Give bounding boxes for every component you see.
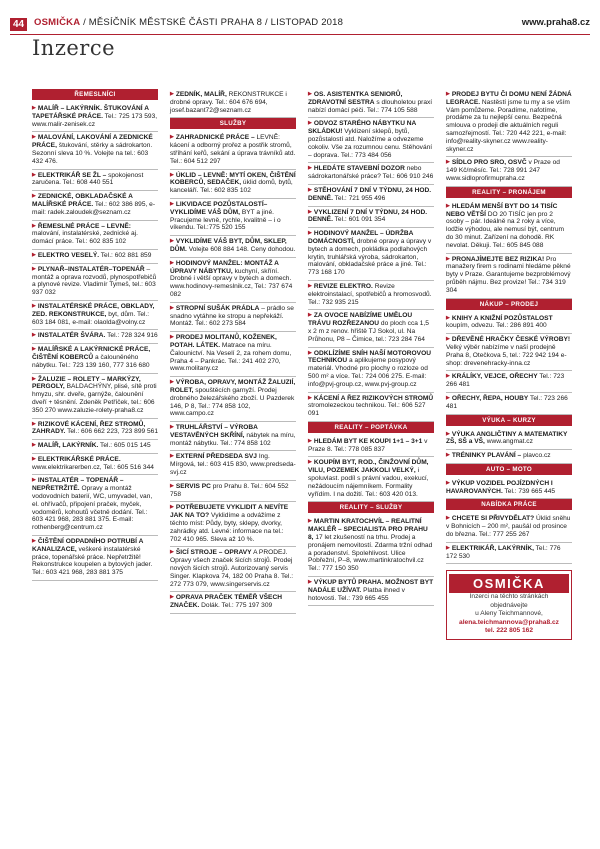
contact-phone: tel. 222 805 162 bbox=[484, 627, 534, 635]
classified-ad bbox=[170, 332, 296, 377]
ad-headline: ▶ PRONAJÍMEJTE BEZ RIZIKA! bbox=[446, 256, 544, 263]
ad-body: plavco.cz bbox=[523, 452, 551, 460]
ad-body: Vyklizení sklepů, bytů, pozůstalostí atd. Naložíme a odvezeme cokoliv. Vše za rozumnou cenu. Stěhování – doprava. Tel.: 773 484 056 bbox=[308, 128, 433, 159]
classified-ad bbox=[308, 163, 434, 185]
ad-headline: ▶ MALÍŘSKÉ A LAKÝRNICKÉ PRÁCE, ČIŠTĚNÍ KOBERCŮ bbox=[32, 346, 150, 361]
ad-body: Opravy a montáž vodovodních baterií, WC, umyvadel, van, el. ohřívačů, připojení praček, myček, vodoměrů, kohoutů včetně dodání. Tel.: 603 421 968, 283 881 375. E-mail: rothenberg@centrum.cz bbox=[32, 485, 153, 532]
ad-headline: ▶ ODVOZ STARÉHO NÁBYTKU NA SKLÁDKU! bbox=[308, 120, 416, 135]
classified-ad bbox=[446, 429, 572, 451]
ad-body: drobné opravy a úpravy v bytech a domech, pokládka podlahových krytin, truhlářská výroba, sádrokarton, malování, obkladačské práce a jiné. Tel.: 773 168 170 bbox=[308, 237, 432, 277]
ad-headline: ▶ INSTALATÉRSKÉ PRÁCE, OBKLADY, ZED. REKONSTRUKCE, bbox=[32, 303, 154, 318]
ad-body: Dolák. Tel.: 775 197 309 bbox=[201, 602, 273, 610]
classified-ad bbox=[32, 191, 158, 220]
classified-ad bbox=[308, 281, 434, 310]
ad-body: a aplikujeme posypový materiál. Vhodné pro plochy o rozloze od 500 m² a více. Tel.: 724 006 275. E-mail: info@pvj-group.cz, www.pvj-group.cz bbox=[308, 357, 428, 388]
ad-body: A PRODEJ. Opravy všech značek šicích strojů. Prodej nových šicích strojů. Autorizovaný servis Singer. Klapkova 74, 182 00 Praha 8. Tel.: 272 773 079, www.singerservis.cz bbox=[170, 549, 294, 588]
classified-ad bbox=[446, 513, 572, 542]
ad-headline: ▶ SÍDLO PRO SRO, OSVČ bbox=[446, 159, 527, 166]
classified-ad bbox=[32, 374, 158, 419]
ad-body: pro Prahu 8. Tel.: 604 552 758 bbox=[170, 482, 289, 498]
ad-headline: ▶ ZEDNÍK, MALÍŘ, bbox=[170, 91, 227, 98]
ad-body: Tel.: 739 665 445 bbox=[504, 487, 556, 495]
classified-ad bbox=[446, 543, 572, 565]
page-number: 44 bbox=[10, 18, 27, 31]
ad-headline: ▶ HODINOVÝ MANŽEL: MONTÁŽ A ÚPRAVY NÁBYTKU, bbox=[170, 260, 279, 275]
classified-ad bbox=[170, 258, 296, 303]
ad-headline: ▶ OŘECHY, ŘEPA, HOUBY bbox=[446, 395, 528, 402]
ad-body: stromolezeckou technikou. Tel.: 606 527 091 bbox=[308, 402, 426, 418]
ad-body: štukování, stěrky a sádrokarton. Sezonní sleva 10 %. Volejte na tel.: 603 432 476. bbox=[32, 142, 153, 165]
ad-body: Tel.: 602 386 895, e-mail: radek.zaloudek@seznam.cz bbox=[32, 200, 156, 216]
ad-body: Tel.: 606 662 223, 723 899 561 bbox=[67, 428, 158, 436]
ad-headline: ▶ INSTALATÉR – TOPENÁŘ – NEPŘETRŽITĚ. bbox=[32, 477, 124, 492]
classified-ad bbox=[170, 481, 296, 503]
ad-headline: ▶ INSTALATÉR ŠVÁRA. bbox=[32, 332, 105, 339]
classified-ad bbox=[308, 348, 434, 393]
classified-ad bbox=[308, 185, 434, 207]
ad-headline: ▶ POTŘEBUJETE VYKLIDIT A NEVÍTE JAK NA TO? bbox=[170, 504, 288, 519]
ad-headline: ▶ KÁCENÍ A ŘEZ RIZIKOVÝCH STROMŮ bbox=[308, 395, 433, 402]
ad-body: spouštěcích garnyží. Prodej drobného železářského zboží. U Pazderek 146, P 8, Tel.: 774 858 102, www.campo.cz bbox=[170, 386, 295, 418]
ad-body: s dlouholetou praxí nabízí domácí péči. Tel.: 774 105 588 bbox=[308, 98, 433, 114]
ad-body: BYT a jiné. Pracujeme levně, rychle, kvalitně – i o víkendu. Tel.:775 520 155 bbox=[170, 208, 281, 232]
ad-headline: ▶ HODINOVÝ MANŽEL – ÚDRŽBA DOMÁCNOSTÍ, bbox=[308, 230, 413, 245]
ad-headline: ▶ HLEDÁM BYT KE KOUPI 1+1 – 3+1 bbox=[308, 438, 422, 445]
classified-ad bbox=[308, 577, 434, 606]
ad-body: Tel.: 725 173 593, www.malir-zenisek.cz bbox=[32, 112, 158, 128]
page-title: Inzerce bbox=[32, 36, 116, 60]
ad-headline: ▶ VÝUKA ANGLIČTINY A MATEMATIKY ZŠ, SŠ a VŠ, bbox=[446, 431, 567, 446]
ad-body: Tel.: 728 324 916 bbox=[107, 332, 158, 340]
classified-ad bbox=[446, 371, 572, 393]
classified-ad bbox=[170, 422, 296, 451]
ad-body: DO 20 TISÍC jen pro 2 osoby – pár. Ideálně na 2 roky a více, lodžie výhodou, ale nemusí být, centrum do 30 minut. Zařízení na dohodě. RK nevolat. Děkuji. Tel.: 605 845 088 bbox=[446, 210, 565, 249]
contact-box-logo: OSMIČKA bbox=[449, 574, 569, 593]
ad-headline: ▶ PRODEJ MOLITANŮ, KOŽENEK, POTAH. LÁTEK. bbox=[170, 334, 277, 349]
ad-body: Tel.: 776 172 530 bbox=[446, 544, 561, 560]
category-header: REALITY – PRONÁJEM bbox=[446, 187, 572, 198]
category-header: AUTO – MOTO bbox=[446, 464, 572, 475]
header-subtitle: / MĚSÍČNÍK MĚSTSKÉ ČÁSTI PRAHA 8 / LISTOPAD 2018 bbox=[80, 17, 344, 28]
ad-body: – prádlo se snadno vytáhne ke stropu a nepřekáží. Montáž. Tel.: 602 273 584 bbox=[170, 304, 294, 328]
classified-ad bbox=[170, 303, 296, 332]
classified-ad bbox=[308, 89, 434, 118]
classified-ad bbox=[308, 457, 434, 502]
ad-body: Úklid sněhu v Bohnicích – 200 m², paušál od prosince do března. Tel.: 777 255 267 bbox=[446, 515, 571, 539]
classified-ad bbox=[32, 454, 158, 476]
ad-body: Tel.: 605 015 145 bbox=[100, 442, 151, 450]
classified-ad bbox=[446, 313, 572, 335]
ad-headline: ▶ OPRAVA PRAČEK TÉMĚŘ VŠECH ZNAČEK. bbox=[170, 594, 282, 609]
ad-body: i spoluvlast. podíl s právní vadou, exekucí, nežádoucím nájemníkem. Formality vyřídím. I na dožití. Tel.: 603 420 013. bbox=[308, 467, 429, 498]
classified-ad bbox=[308, 118, 434, 163]
ad-headline: ▶ VYKLIDÍME VÁŠ BYT, DŮM, SKLEP, DŮM. bbox=[170, 238, 287, 253]
ad-headline: ▶ PRODEJ BYTU ČI DOMU NENÍ ŽÁDNÁ LEGRACE. bbox=[446, 91, 572, 106]
ad-headline: ▶ STĚHOVÁNÍ 7 DNÍ V TÝDNU, 24 HOD. DENNĚ. bbox=[308, 187, 431, 202]
column-1 bbox=[32, 89, 158, 581]
ad-body: v Praze od 149 Kč/měsíc. Tel.: 728 991 247 www.sidloprofirmupraha.cz bbox=[446, 159, 560, 182]
header-url[interactable]: www.praha8.cz bbox=[521, 17, 590, 28]
ad-body: Platba ihned v hotovosti. Tel.: 739 665 455 bbox=[308, 586, 405, 602]
classified-ad bbox=[32, 170, 158, 192]
classified-ad bbox=[32, 440, 158, 454]
ad-body: Pro manažery firem s rodinami hledáme pěkné byty v Praze. Garantujeme bezproblémový průběh nájmu. Bez provize! Tel.: 734 319 304 bbox=[446, 255, 571, 294]
page-header bbox=[10, 12, 590, 35]
ad-headline: ▶ TRUHLÁŘSTVÍ – VÝROBA VESTAVĚNÝCH SKŘÍNÍ, bbox=[170, 424, 258, 439]
contact-line: Inzerci na těchto stránkách bbox=[469, 593, 549, 601]
ad-body: koupím, odvezu. Tel.: 286 891 400 bbox=[446, 322, 547, 330]
classified-ad bbox=[446, 478, 572, 500]
classified-ad bbox=[170, 236, 296, 258]
classified-ad bbox=[308, 207, 434, 229]
ad-headline: ▶ VYKLIZENÍ 7 DNÍ V TÝDNU, 24 HOD. DENNĚ. bbox=[308, 209, 427, 224]
category-header: VÝUKA – KURZY bbox=[446, 415, 572, 426]
ad-headline: ▶ REVIZE ELEKTRO. bbox=[308, 283, 373, 290]
classified-ad bbox=[32, 250, 158, 264]
classified-ad bbox=[170, 89, 296, 118]
classified-ad bbox=[308, 228, 434, 281]
ad-headline: ▶ TRÉNINKY PLAVÁNÍ – bbox=[446, 452, 521, 459]
ad-body: Matrace na míru. Čalounictví. Na Veselí 2, za rohem domu, Praha 4 – Pankrác. Tel.: 241 402 270, www.molitany.cz bbox=[170, 341, 292, 373]
ad-body: Tel.: 723 266 481 bbox=[446, 394, 568, 410]
classified-ad bbox=[32, 301, 158, 330]
ad-body: Tel.: 723 266 481 bbox=[446, 373, 565, 389]
ad-body: Tel.: 721 955 496 bbox=[334, 194, 386, 202]
ad-body: Nastěstí jsme tu my a se vším Vám pomůžeme. Poradíme, nafotíme, prodáme za tu nejlepší cenu. Bezpečná smlouva o prodeji dle aktuálních reguli samozřejmostí. Tel.: 720 442 221, e-mail: info@reality-skyner.cz www.reality-skyner.cz bbox=[446, 98, 570, 153]
ad-body: www.angmat.cz bbox=[486, 438, 533, 446]
classified-ad bbox=[446, 254, 572, 299]
ad-headline: ▶ ELEKTRO VESELÝ. bbox=[32, 252, 99, 259]
classified-ad bbox=[32, 264, 158, 301]
classifieds-columns bbox=[32, 89, 572, 839]
category-header: ŘEMESLNÍCI bbox=[32, 89, 158, 100]
ad-body: LEVNĚ: kácení a odborný prořez a postřik stromů, stříhání keřů, sekání a úprava trávníků atd. Tel.: 604 512 297 bbox=[170, 134, 296, 165]
brand-name: OSMIČKA bbox=[34, 17, 81, 28]
ad-headline: ▶ ODKLÍZÍME SNÍH NAŠÍ MOTOROVOU TECHNIKOU bbox=[308, 350, 431, 365]
ad-headline: ▶ ZAHRADNICKÉ PRÁCE – bbox=[170, 134, 255, 141]
ad-body: Vyklidíme a odvážíme z těchto míst: Půdy, byty, sklepy, dvorky, zahrádky atd. Levné: informace na tel.: 702 410 965. Sleva až 10 %. bbox=[170, 512, 284, 543]
ad-body: 17 let zkušeností na trhu. Prodej a pronájem nemovitostí. Zdarma tržní odhad a poradenství. Spolehlivost. Ulice Pobřežní, P–8, www.martinkratochvil.cz Tel.: 777 150 350 bbox=[308, 534, 433, 573]
classified-ad bbox=[32, 221, 158, 250]
ad-body: – montáž a oprava rozvodů, plynospotřebičů a plynové revize. Vladimír Tymeš, tel.: 603 937 032 bbox=[32, 265, 157, 297]
ad-body: www.elektrikarerben.cz, Tel.: 605 516 344 bbox=[32, 463, 154, 471]
classified-ad bbox=[170, 377, 296, 422]
ad-body: Tel.: 601 091 354 bbox=[334, 216, 386, 224]
ad-body: Volejte 608 884 148. Ceny dohodou. bbox=[188, 245, 296, 253]
ad-headline: ▶ HLEDÁM MENŠÍ BYT DO 14 TISÍC NEBO VĚTŠÍ bbox=[446, 203, 557, 218]
ad-body: BALDACHÝNY, plisé, sítě proti hmyzu, shr. dveře, garnýže, čalounění dveří + těsnění. Zdeněk Petříček, tel.: 606 350 270 www.zaluzie-rolety-praha8.cz bbox=[32, 383, 157, 414]
classified-ad bbox=[32, 475, 158, 536]
classified-ad bbox=[446, 201, 572, 254]
ad-body: Ing. Mírgová, tel.: 603 415 830, www.predseda-svj.cz bbox=[170, 453, 296, 477]
ad-body: veškeré instalatérské práce, topenářské práce. Nepřetržitě! Rekonstrukce koupelen a bytových jader. Tel.: 603 421 968, 283 881 375 bbox=[32, 545, 153, 577]
ad-headline: ▶ ELEKTRIKÁŘ, LAKÝRNÍK, bbox=[446, 545, 534, 552]
ad-body: nebo sádrokartonářské práce? Tel.: 606 910 246 bbox=[308, 165, 434, 181]
classified-ad bbox=[308, 310, 434, 347]
classified-ad bbox=[170, 132, 296, 169]
ad-headline: ▶ VÝKUP BYTŮ PRAHA. MOŽNOST BYT NADÁLE UŽÍVAT. bbox=[308, 579, 433, 594]
ad-headline: ▶ ŘEMESLNÉ PRÁCE – LEVNĚ: bbox=[32, 223, 131, 230]
ad-headline: ▶ HLEDÁTE STAVEBNÍ DOZOR bbox=[308, 165, 405, 172]
ad-body: v Praze 8. Tel.: 778 085 837 bbox=[308, 437, 428, 453]
classified-ad bbox=[32, 419, 158, 441]
ad-headline: ▶ STROPNÍ SUŠÁK PRÁDLA bbox=[170, 305, 259, 312]
ad-body: a čalouněného nábytku. Tel.: 723 139 160, 777 316 680 bbox=[32, 353, 150, 369]
ad-headline: ▶ EXTERNÍ PŘEDSEDA SVJ bbox=[170, 453, 257, 460]
category-header: SLUŽBY bbox=[170, 118, 296, 129]
classified-ad bbox=[32, 536, 158, 581]
classified-ad bbox=[170, 199, 296, 236]
category-header: REALITY – POPTÁVKA bbox=[308, 422, 434, 433]
ad-headline: ▶ ZEDNICKÉ, OBKLADAČSKÉ A MALÍŘSKÉ PRÁCE. bbox=[32, 193, 133, 208]
ad-headline: ▶ VÝKUP VOZIDEL POJÍZDNÝCH I HAVAROVANÝCH. bbox=[446, 480, 553, 495]
classified-ad bbox=[446, 89, 572, 157]
ad-headline: ▶ OS. ASISTENTKA SENIORŮ, ZDRAVOTNÍ SESTRA bbox=[308, 91, 402, 106]
classified-ad bbox=[308, 516, 434, 577]
ad-body: byt, dům. Tel.: 603 184 081, e-mail: olaolda@volny.cz bbox=[32, 310, 150, 326]
classified-ad bbox=[32, 103, 158, 132]
contact-line: objednávejte bbox=[490, 601, 528, 609]
ad-headline: ▶ ŠICÍ STROJE – OPRAVY bbox=[170, 549, 252, 556]
ad-headline: ▶ MALOVÁNÍ, LAKOVÁNÍ A ZEDNICKÉ PRÁCE, bbox=[32, 134, 153, 149]
contact-box bbox=[446, 570, 572, 640]
classified-ad bbox=[170, 547, 296, 592]
column-3 bbox=[308, 89, 434, 606]
ad-headline: ▶ RIZIKOVÉ KÁCENÍ, ŘEZ STROMŮ, ZAHRADY. bbox=[32, 421, 145, 436]
contact-line: u Aleny Teichmannové, bbox=[475, 610, 543, 618]
classified-ad bbox=[32, 330, 158, 344]
ad-headline: ▶ ČIŠTĚNÍ ODPADNÍHO POTRUBÍ A KANALIZACE, bbox=[32, 538, 143, 553]
classified-ad bbox=[308, 436, 434, 458]
category-header: NÁKUP – PRODEJ bbox=[446, 299, 572, 310]
classified-ad bbox=[170, 592, 296, 614]
classified-ad bbox=[170, 451, 296, 480]
ad-body: spokojenost zaručena. Tel.: 608 440 551 bbox=[32, 171, 144, 187]
ad-body: kuchyní, skříní. Drobné i větší opravy v bytech a domech. www.hodinovy-remeslnik.cz, Tel.: 737 674 082 bbox=[170, 267, 293, 298]
classified-ad bbox=[446, 393, 572, 415]
ad-headline: ▶ ŽALUZIE – ROLETY – MARKÝZY, PERGOLY, bbox=[32, 376, 141, 391]
classified-ad bbox=[32, 344, 158, 373]
ad-headline: ▶ DŘEVĚNÉ HRAČKY ČESKÉ VÝROBY! bbox=[446, 336, 570, 343]
ad-headline: ▶ LIKVIDACE POZŮSTALOSTÍ– VYKLIDÍME VÁŠ DŮM, bbox=[170, 201, 267, 216]
ad-body: úklid domů, bytů, kanceláří. Tel.: 602 835 102 bbox=[170, 179, 293, 195]
column-4 bbox=[446, 89, 572, 640]
classified-ad bbox=[446, 450, 572, 464]
ad-headline: ▶ ELEKTRIKÁŘ SE ŽL – bbox=[32, 172, 106, 179]
ad-headline: ▶ VÝROBA, OPRAVY, MONTÁŽ ŽALUZIÍ, ROLET, bbox=[170, 379, 295, 394]
category-header: NABÍDKA PRÁCE bbox=[446, 499, 572, 510]
ad-headline: ▶ ZA OVOCE NABÍZÍME UMĚLOU TRÁVU ROZŘEZANOU bbox=[308, 312, 412, 327]
ad-headline: ▶ SERVIS PC bbox=[170, 483, 211, 490]
ad-body: nábytek na míru, montáž nábytku. Tel.: 774 858 102 bbox=[170, 431, 296, 447]
ad-body: malování, instalatérské, zednické aj. domácí práce. Tel.: 602 835 102 bbox=[32, 230, 138, 246]
ad-headline: ▶ MALÍŘ, LAKÝRNÍK. bbox=[32, 442, 98, 449]
ad-headline: ▶ KOUPÍM BYT, ROD., ČINŽOVNÍ DŮM, VILU, POZEMEK JAKKOLI VELKÝ, bbox=[308, 459, 429, 474]
ad-headline: ▶ ELEKTRIKÁŘSKÉ PRÁCE. bbox=[32, 456, 121, 463]
ad-headline: ▶ MARTIN KRATOCHVÍL – REALITNÍ MAKLÉŘ – SPECIALISTA PRO PRAHU 8, bbox=[308, 518, 428, 541]
ad-body: Velký výběr nabízíme v naší prodejně Praha 8, Otečkova 5, tel.: 722 942 194 e-shop: drevenehracky-inna.cz bbox=[446, 343, 567, 367]
ad-body: do ploch cca 1,5 x 2 m z renov. hřiště TJ Sokol, ul. Na Průhonu, P8 – Čimice, tel.: 723 284 764 bbox=[308, 320, 429, 343]
category-header: REALITY – SLUŽBY bbox=[308, 502, 434, 513]
classified-ad bbox=[308, 393, 434, 422]
classified-ad bbox=[446, 157, 572, 186]
ad-headline: ▶ KRÁLÍKY, VEJCE, OŘECHY bbox=[446, 373, 538, 380]
ad-body: Revize elektroinstalací, spotřebičů a hromosvodů. Tel.: 732 935 215 bbox=[308, 282, 432, 306]
header-brand bbox=[34, 17, 343, 28]
ad-body: Tel.: 602 881 859 bbox=[100, 251, 152, 259]
classified-ad bbox=[446, 334, 572, 371]
classified-ad bbox=[170, 502, 296, 547]
classified-ad bbox=[32, 132, 158, 169]
ad-body: REKONSTRUKCE i drobné opravy. Tel.: 604 676 694, josef.bazant72@seznam.cz bbox=[170, 91, 287, 114]
ad-headline: ▶ KNIHY A KNIŽNÍ POZŮSTALOST bbox=[446, 315, 553, 322]
column-2 bbox=[170, 89, 296, 614]
ad-headline: ▶ ÚKLID – LEVNĚ: MYTÍ OKEN, ČIŠTĚNÍ KOBERCŮ, SEDAČEK, bbox=[170, 172, 296, 187]
ad-headline: ▶ CHCETE SI PŘIVYDĚLAT? bbox=[446, 515, 534, 522]
ad-headline: ▶ PLYNAŘ–INSTALATÉR–TOPENÁŘ bbox=[32, 266, 145, 273]
classified-ad bbox=[170, 170, 296, 199]
contact-email[interactable]: alena.teichmannova@praha8.cz bbox=[459, 618, 559, 626]
ad-headline: ▶ MALÍŘ – LAKÝRNÍK. ŠTUKOVÁNÍ A TAPETÁŘSKÉ PRÁCE. bbox=[32, 105, 149, 120]
